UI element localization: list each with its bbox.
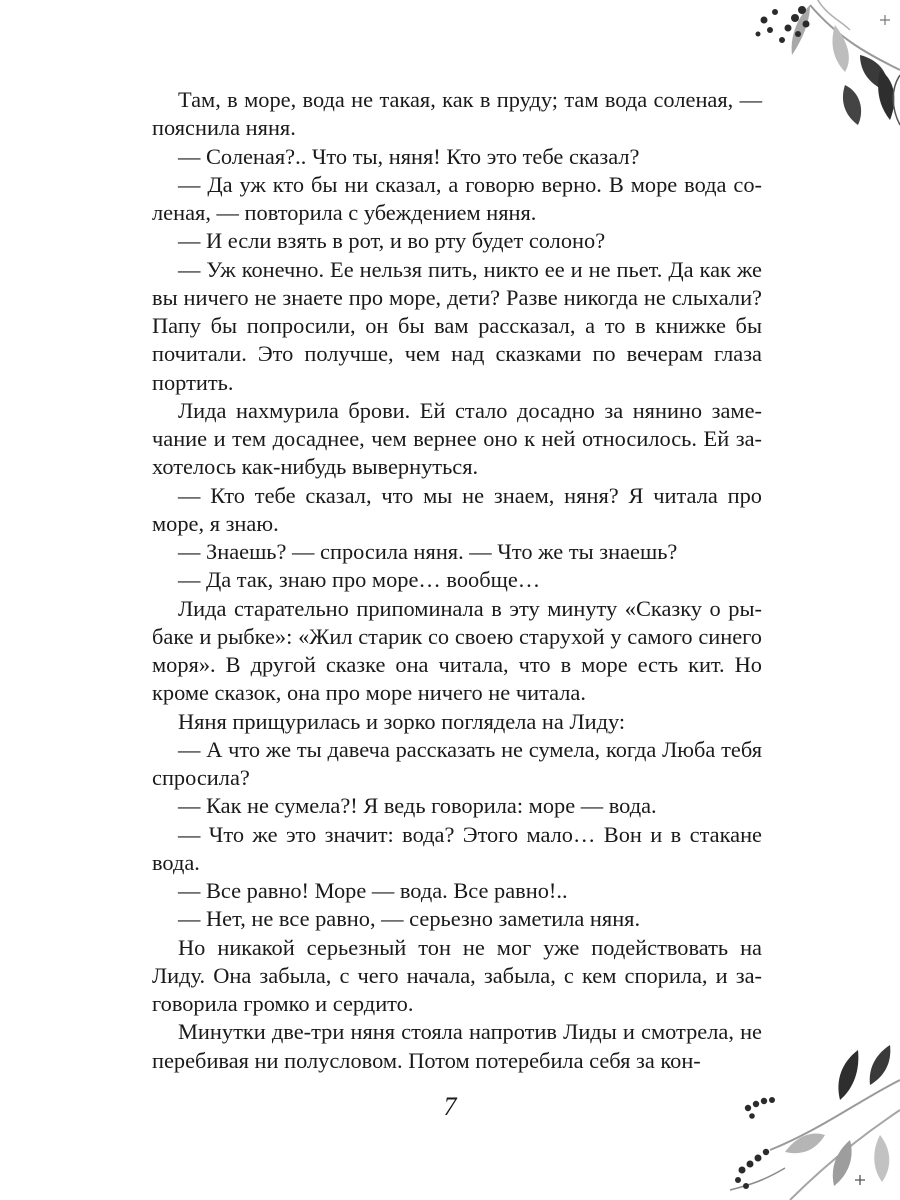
- paragraph: — А что же ты давеча рассказать не сумела, когда Люба тебя спросила?: [152, 736, 762, 790]
- paragraph: — Да так, знаю про море… вообще…: [178, 567, 541, 593]
- page-number: 7: [443, 1092, 457, 1121]
- paragraph: Там, в море, вода не такая, как в пруду; там вода соленая, — пояснила няня.: [152, 87, 762, 141]
- botanical-sprig-bottom-icon: [730, 1040, 900, 1200]
- botanical-sprig-top-icon: [740, 0, 900, 150]
- paragraph: Лида старательно припоминала в эту минуту «Сказку о рыбаке и рыбке»: «Жил старик со своею старухой у самого синего моря». В другой сказке она читала, что в море есть кит. Но кроме сказок, она про море ничего не читала.: [152, 595, 762, 706]
- paragraph: Минутки две-три няня стояла напротив Лиды и смотрела, не перебивая ни полусловом. Потом потеребила себя за кон-: [152, 1019, 762, 1073]
- paragraph: — Соленая?.. Что ты, няня! Кто это тебе сказал?: [178, 143, 640, 169]
- paragraph: — Знаешь? — спросила няня. — Что же ты знаешь?: [178, 539, 678, 564]
- paragraph: — Кто тебе сказал, что мы не знаем, няня? Я читала про море, я знаю.: [152, 482, 762, 536]
- paragraph: Лида нахмурила брови. Ей стало досадно за нянино замечание и тем досаднее, чем вернее оно к ней относилось. Ей захотелось как-нибудь вывернуться.: [152, 397, 762, 480]
- paragraph: — Что же это значит: вода? Этого мало… Вон и в стакане вода.: [152, 821, 762, 875]
- paragraph: — Все равно! Море — вода. Все равно!..: [178, 878, 568, 903]
- paragraph: — Как не сумела?! Я ведь говорила: море — вода.: [178, 793, 657, 819]
- paragraph: — Уж конечно. Ее нельзя пить, никто ее и не пьет. Да как же вы ничего не знаете про море, дети? Разве никогда не слыхали? Папу бы попросили, он бы вам рассказал, а то в книжке бы почитали. Это получше, чем над сказками по вечерам глаза портить.: [152, 256, 762, 395]
- page-body-text: [152, 86, 762, 1075]
- paragraph: — Да уж кто бы ни сказал, а говорю верно. В море вода соленая, — повторила с убеждением няня.: [152, 171, 762, 225]
- paragraph: — Нет, не все равно, — серьезно заметила няня.: [178, 906, 641, 932]
- paragraph: — И если взять в рот, и во рту будет солоно?: [178, 228, 606, 254]
- paragraph: Но никакой серьезный тон не мог уже подействовать на Лиду. Она забыла, с чего начала, забыла, с кем спорила, и заговорила громко и сердито.: [152, 934, 762, 1016]
- paragraph: Няня прищурилась и зорко поглядела на Лиду:: [178, 708, 626, 734]
